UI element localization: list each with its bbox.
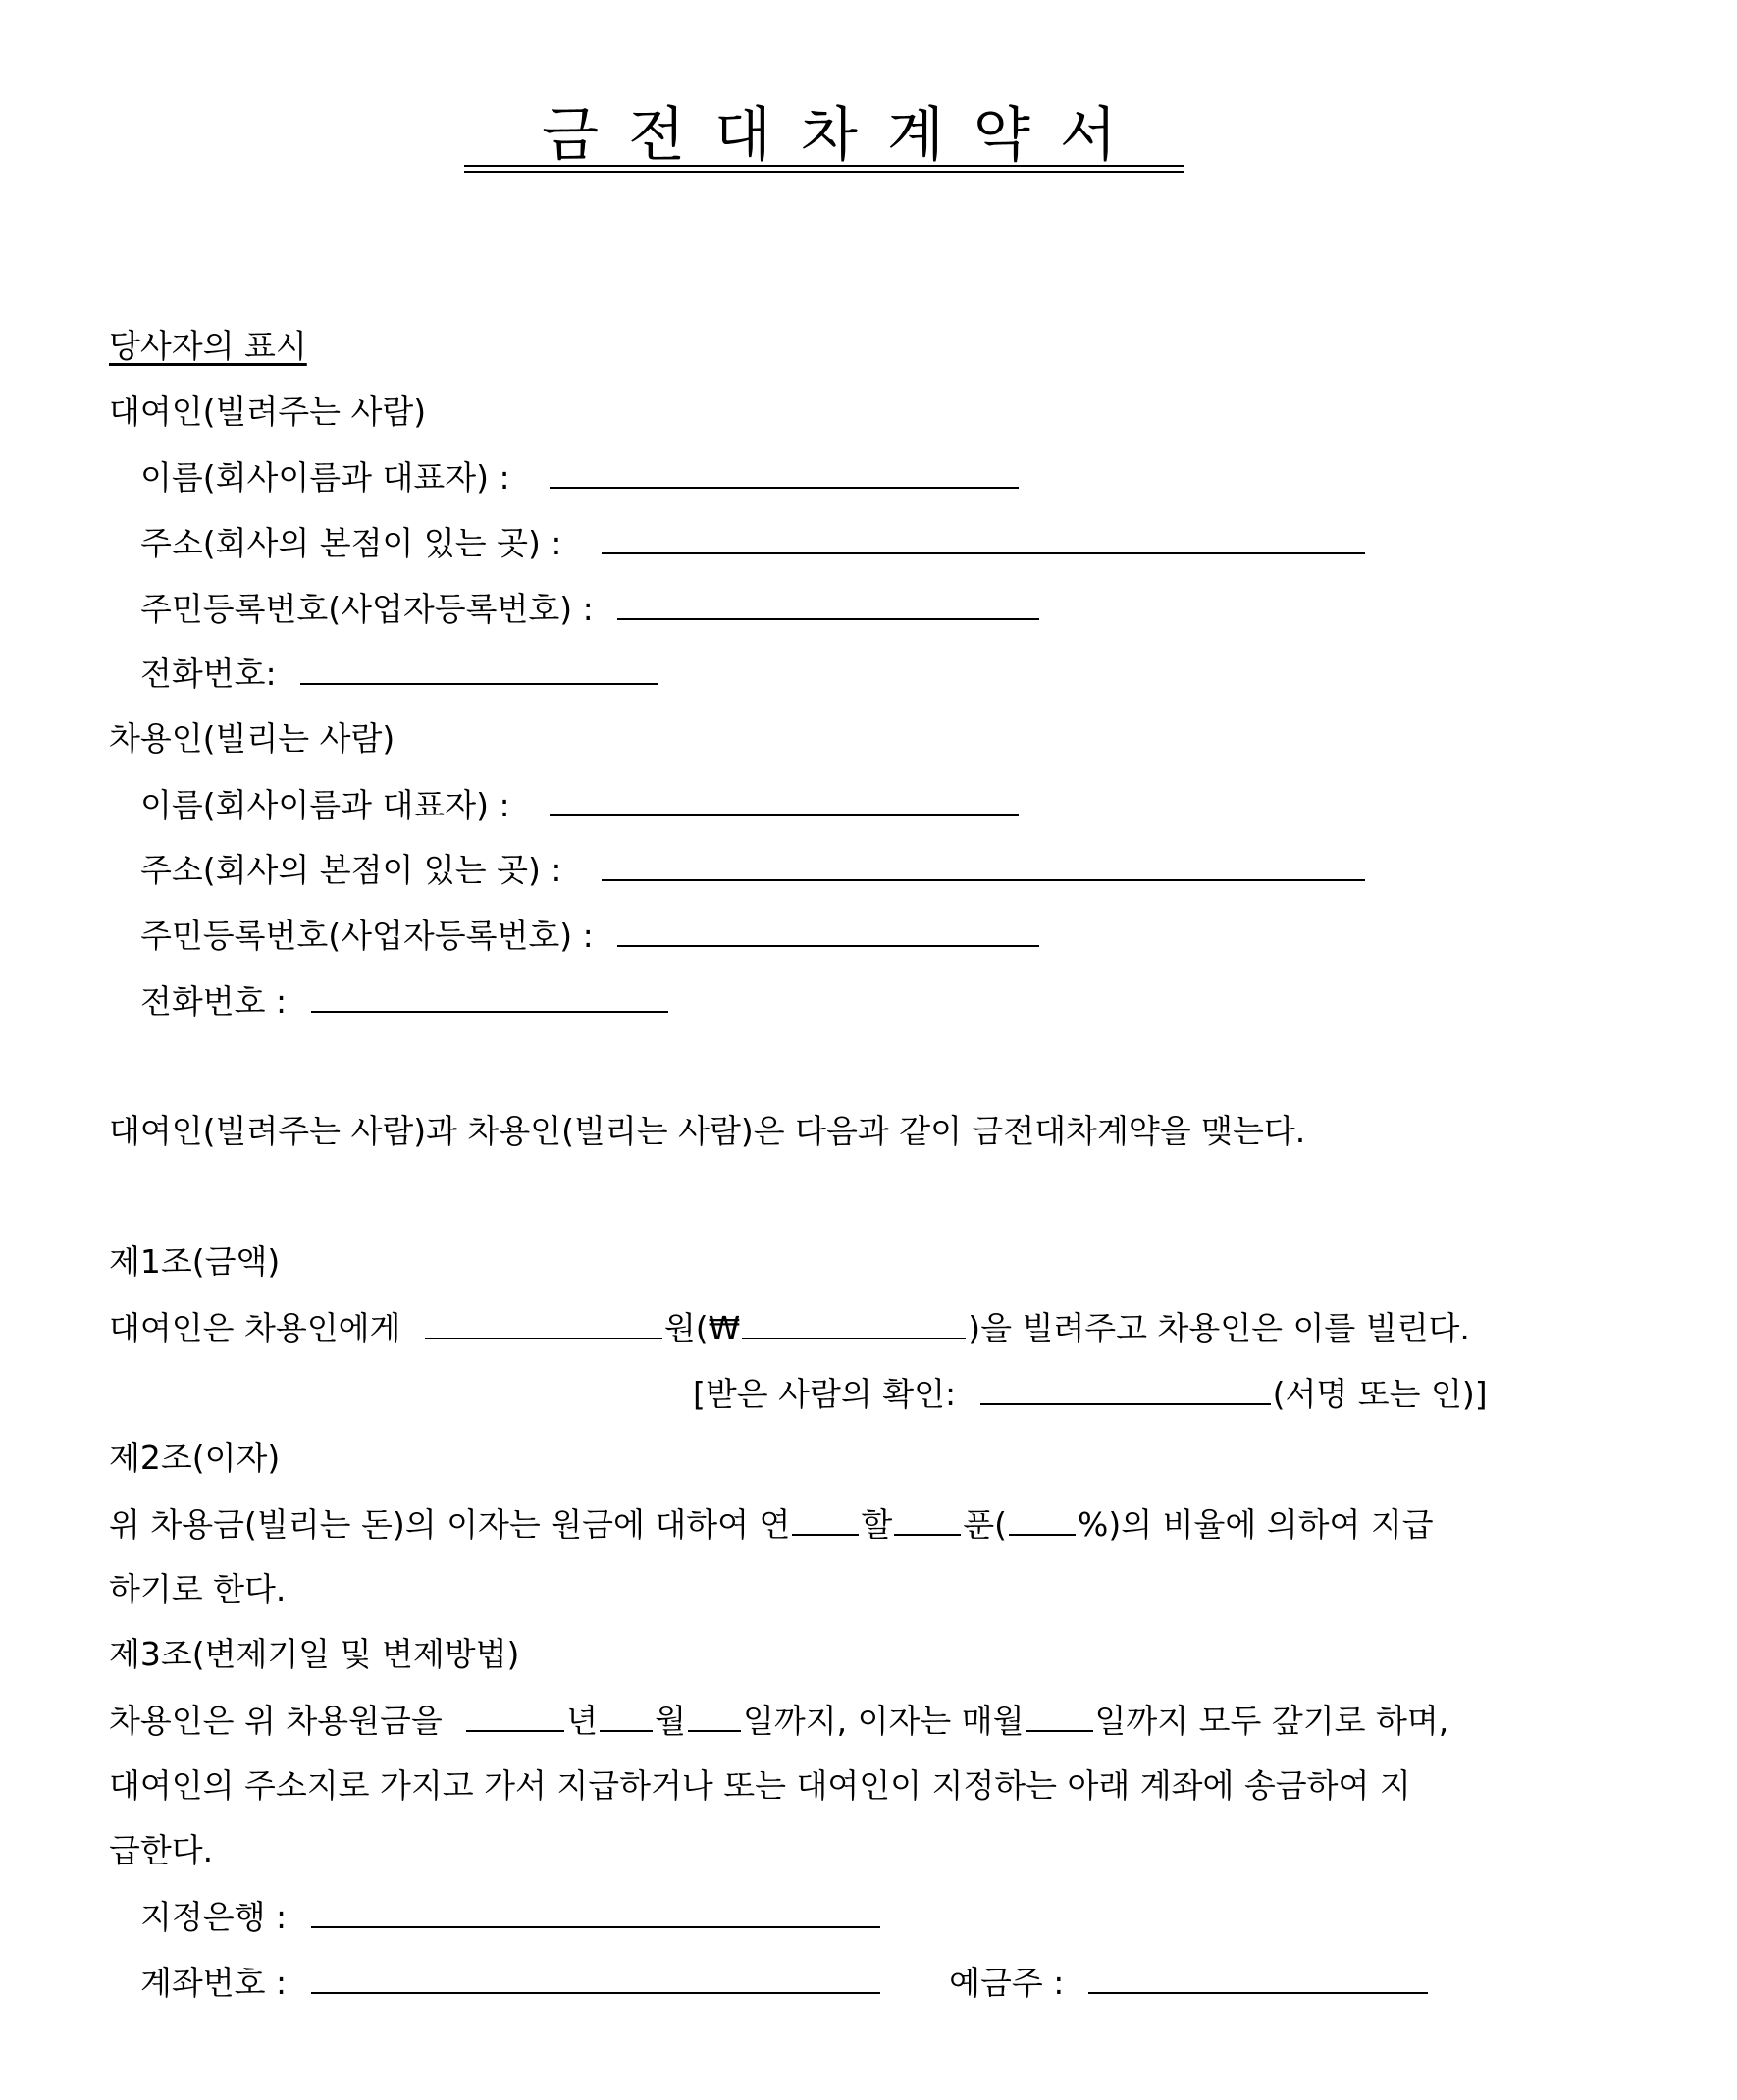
parties-heading: 당사자의 표시 (109, 327, 307, 365)
receipt-signature-field[interactable] (980, 1374, 1271, 1405)
account-holder-field[interactable] (1088, 1963, 1428, 1994)
article3-text-c: 월 (655, 1702, 687, 1740)
borrower-id-field[interactable] (617, 916, 1039, 947)
bank-field[interactable] (311, 1897, 880, 1928)
receipt-sign-note: (서명 또는 인)] (1272, 1375, 1488, 1413)
borrower-label: 차용인(빌리는 사람) (109, 719, 395, 758)
account-number-field[interactable] (311, 1963, 880, 1994)
lender-label: 대여인(빌려주는 사람) (109, 393, 427, 431)
lender-name-label: 이름(회사이름과 대표자) : (140, 458, 510, 497)
article3-heading: 제3조(변제기일 및 변제방법) (109, 1635, 520, 1673)
lender-phone-label: 전화번호: (140, 655, 277, 693)
receipt-label: [받은 사람의 확인: (693, 1375, 957, 1413)
receipt-confirm-row (693, 1374, 1488, 1414)
document-title: 금전대차계약서 (542, 101, 1146, 170)
article3-text-f: 대여인의 주소지로 가지고 가서 지급하거나 또는 대여인이 지정하는 아래 계좌에 송금하여 지 (109, 1766, 1411, 1805)
interest-percent-whole-field[interactable] (792, 1504, 859, 1536)
lender-id-field[interactable] (617, 589, 1039, 620)
contract-intro: 대여인(빌려주는 사람)과 차용인(빌리는 사람)은 다음과 같이 금전대차계약을 맺는다. (109, 1112, 1306, 1150)
borrower-name-label: 이름(회사이름과 대표자) : (140, 786, 510, 824)
bank-label: 지정은행 : (140, 1898, 288, 1936)
bank-row (140, 1897, 884, 1937)
borrower-id-row (140, 916, 1043, 956)
borrower-phone-row (140, 981, 672, 1022)
account-row (140, 1963, 1432, 2003)
article3-text-row (109, 1701, 1448, 1741)
article3-text-d: 일까지, 이자는 매월 (743, 1702, 1025, 1740)
repay-day-field[interactable] (688, 1701, 741, 1732)
article3-text-e: 일까지 모두 갚기로 하며, (1094, 1702, 1449, 1740)
article2-text-e: 하기로 한다. (109, 1570, 287, 1608)
borrower-name-row (140, 785, 1023, 825)
article2-text-a: 위 차용금(빌리는 돈)의 이자는 원금에 대하여 연 (109, 1505, 791, 1544)
account-label: 계좌번호 : (140, 1964, 288, 2002)
article3-text-a: 차용인은 위 차용원금을 (109, 1702, 443, 1740)
interest-tenth-field[interactable] (894, 1504, 961, 1536)
borrower-address-row (140, 850, 1369, 890)
lender-address-row (140, 523, 1369, 563)
article1-text-c: )을 빌려주고 차용인은 이를 빌린다. (968, 1309, 1470, 1347)
monthly-interest-day-field[interactable] (1026, 1701, 1093, 1732)
borrower-id-label: 주민등록번호(사업자등록번호) : (140, 917, 594, 955)
article3-text-b: 년 (566, 1702, 599, 1740)
borrower-name-field[interactable] (550, 785, 1019, 816)
borrower-phone-field[interactable] (311, 981, 668, 1013)
lender-address-field[interactable] (602, 523, 1365, 554)
article1-text-a: 대여인은 차용인에게 (109, 1309, 401, 1347)
article2-text-b: 할 (861, 1505, 893, 1544)
lender-id-row (140, 589, 1043, 629)
article2-heading: 제2조(이자) (109, 1439, 281, 1477)
article2-text-c: 푼( (963, 1505, 1008, 1544)
borrower-address-field[interactable] (602, 850, 1365, 881)
article2-text-row (109, 1504, 1434, 1545)
borrower-phone-label: 전화번호 : (140, 982, 288, 1021)
article3-text-g: 급한다. (109, 1831, 214, 1869)
interest-percent-field[interactable] (1009, 1504, 1076, 1536)
article1-text-row (109, 1308, 1470, 1348)
article1-heading: 제1조(금액) (109, 1242, 281, 1281)
lender-name-row (140, 457, 1023, 498)
amount-figure-field[interactable] (742, 1308, 966, 1339)
lender-phone-field[interactable] (300, 654, 658, 685)
repay-year-field[interactable] (466, 1701, 564, 1732)
lender-id-label: 주민등록번호(사업자등록번호) : (140, 590, 594, 628)
title-underline-top (464, 165, 1184, 167)
borrower-address-label: 주소(회사의 본점이 있는 곳) : (140, 851, 562, 889)
repay-month-field[interactable] (600, 1701, 653, 1732)
holder-label: 예금주 : (949, 1964, 1065, 2002)
lender-name-field[interactable] (550, 457, 1019, 489)
article1-text-b: 원(₩ (663, 1309, 741, 1347)
lender-phone-row (140, 654, 661, 694)
article2-text-d: %)의 비율에 의하여 지급 (1078, 1505, 1434, 1544)
amount-words-field[interactable] (425, 1308, 662, 1339)
lender-address-label: 주소(회사의 본점이 있는 곳) : (140, 524, 562, 562)
title-underline-bottom (464, 171, 1184, 173)
